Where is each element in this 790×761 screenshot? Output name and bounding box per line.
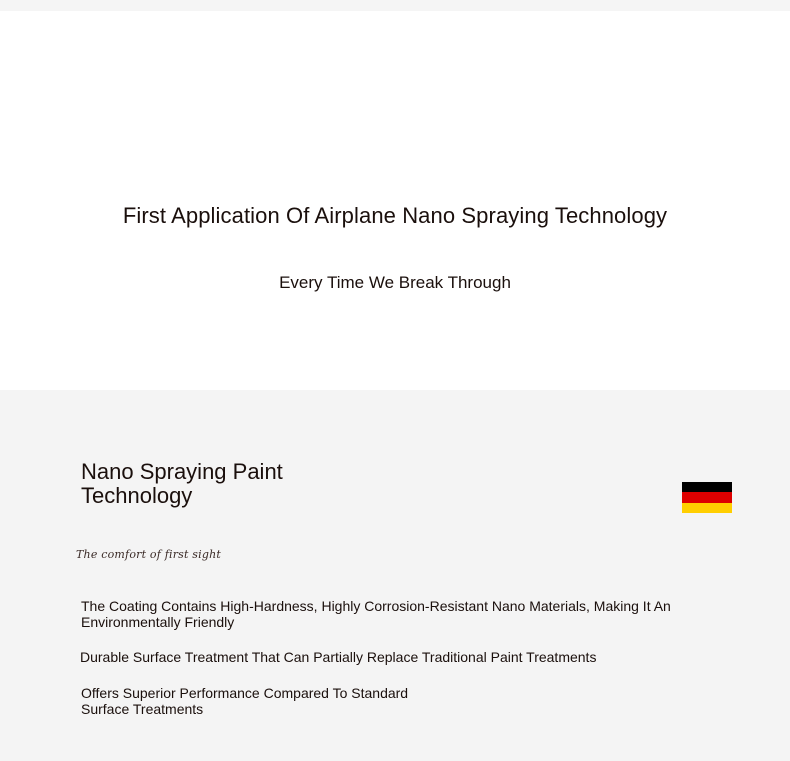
feature-item: Offers Superior Performance Compared To Standard Surface Treatments xyxy=(81,685,409,717)
hero-subtitle: Every Time We Break Through xyxy=(279,273,511,292)
section-title: Nano Spraying Paint Technology xyxy=(81,459,283,508)
flag-band-gold xyxy=(682,503,732,513)
feature-item: The Coating Contains High-Hardness, Highly Corrosion-Resistant Nano Materials, Making It An Environmentally Friendly xyxy=(81,598,671,630)
germany-flag-icon xyxy=(682,482,732,513)
script-tagline: The comfort of first sight xyxy=(76,548,222,561)
feature-item: Durable Surface Treatment That Can Partially Replace Traditional Paint Treatments xyxy=(80,649,597,665)
hero-banner xyxy=(0,11,790,390)
hero-title: First Application Of Airplane Nano Spraying Technology xyxy=(122,203,668,228)
top-strip xyxy=(0,0,790,11)
flag-band-black xyxy=(682,482,732,492)
feature-section xyxy=(0,390,790,761)
flag-band-red xyxy=(682,492,732,502)
